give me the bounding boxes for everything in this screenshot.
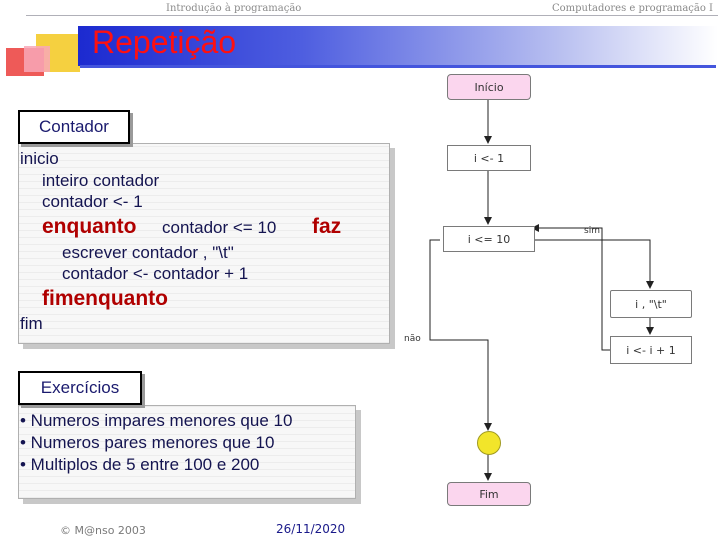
flowchart-condition: i <= 10 [443, 226, 535, 252]
slide-title: Repetição [92, 24, 237, 60]
flowchart-output: i , "\t" [610, 290, 692, 318]
arrow-cond-to-output [532, 240, 650, 288]
footer-copyright: © M@nso 2003 [60, 524, 146, 537]
header-left: Introdução à programação [166, 3, 302, 14]
arrow-incr-loop-back [532, 228, 610, 350]
exercise-item: • Multiplos de 5 entre 100 e 200 [20, 455, 260, 474]
flowchart-connector-circle [477, 431, 501, 455]
flowchart-yes-label: sim [584, 226, 600, 236]
code-inicio: inicio [20, 149, 59, 168]
code-escrever: escrever contador , "\t" [62, 243, 234, 262]
header-right: Computadores e programação I [552, 3, 714, 14]
contador-label: Contador [18, 110, 130, 144]
exercise-item: • Numeros pares menores que 10 [20, 433, 275, 452]
flowchart-increment: i <- i + 1 [610, 336, 692, 364]
keyword-fimenquanto: fimenquanto [42, 287, 168, 310]
arrow-cond-to-exit [430, 240, 488, 430]
code-assign: contador <- 1 [42, 192, 143, 211]
flowchart-start: Início [447, 74, 531, 100]
keyword-faz: faz [312, 215, 342, 238]
footer-date: 26/11/2020 [276, 522, 346, 536]
exercicios-label: Exercícios [18, 371, 142, 405]
code-condition: contador <= 10 [162, 218, 277, 237]
flowchart-no-label: não [404, 334, 421, 344]
keyword-enquanto: enquanto [42, 215, 137, 238]
flowchart-init: i <- 1 [447, 145, 531, 171]
code-fim: fim [20, 314, 43, 333]
code-declaration: inteiro contador [42, 171, 160, 190]
exercise-item: • Numeros impares menores que 10 [20, 411, 293, 430]
code-increment: contador <- contador + 1 [62, 264, 249, 283]
flowchart-end: Fim [447, 482, 531, 506]
